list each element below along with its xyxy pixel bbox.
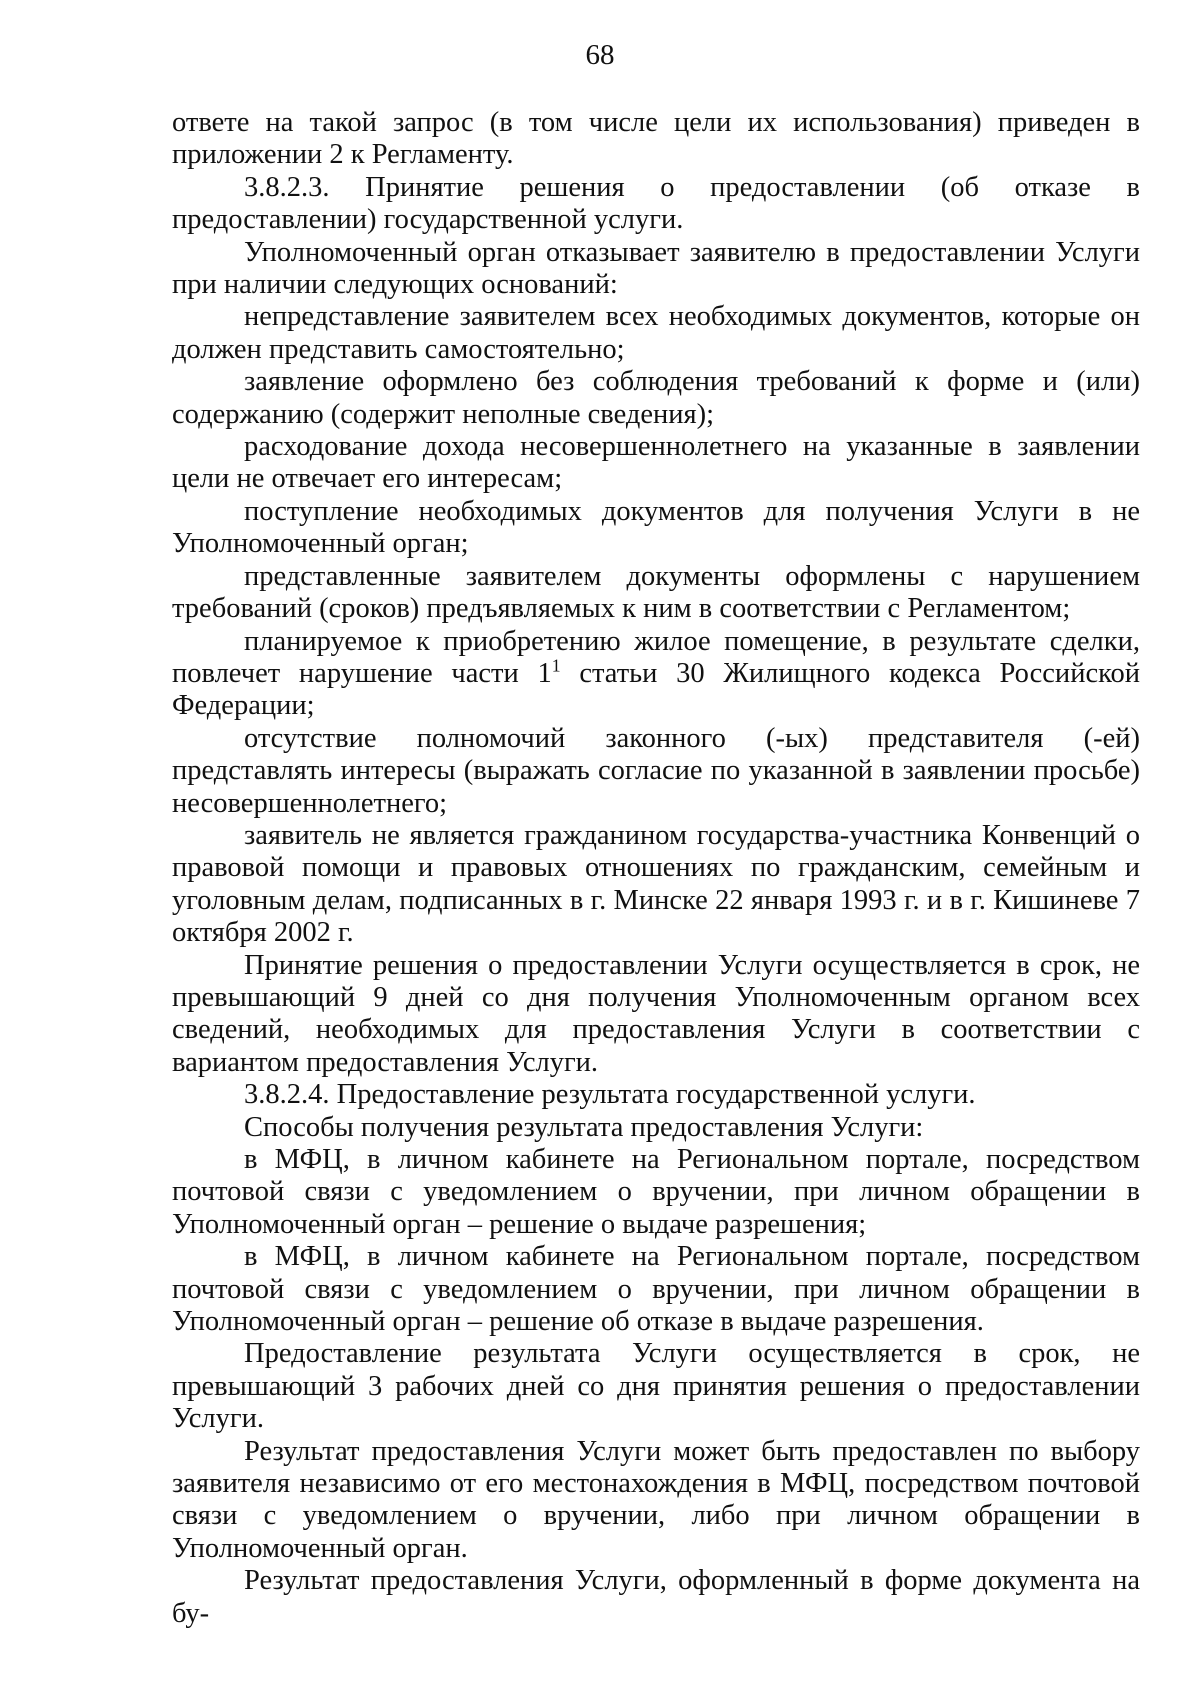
list-item: отсутствие полномочий законного (-ых) представителя (-ей) представлять интересы (выражать согласие по указанной в заявлении просьбе) несовершеннолетнего; (172, 722, 1140, 819)
list-item: непредставление заявителем всех необходимых документов, которые он должен представить самостоятельно; (172, 301, 1140, 365)
paragraph: Уполномоченный орган отказывает заявителю в предоставлении Услуги при наличии следующих оснований: (172, 236, 1140, 301)
housing-paragraph-text: планируемое к приобретению жилое помещение, в результате сделки, повлечет нарушение части 1 (172, 625, 1140, 689)
paragraph: Способы получения результата предоставления Услуги: (244, 1111, 924, 1143)
list-item: расходование дохода несовершеннолетнего на указанные в заявлении цели не отвечает его интересам; (172, 431, 1140, 495)
superscript-index: 1 (551, 655, 561, 676)
list-item: поступление необходимых документов для получения Услуги в не Уполномоченный орган; (172, 495, 1140, 560)
list-item: в МФЦ, в личном кабинете на Региональном портале, посредством почтовой связи с уведомлением о вручении, при личном обращении в Уполномоченный орган – решение об отказе в выдаче разрешения. (172, 1241, 1140, 1338)
paragraph: Результат предоставления Услуги может быть предоставлен по выбору заявителя независимо от его местонахождения в МФЦ, посредством почтовой связи с уведомлением о вручении, либо при личном обращении в Уполномоченный орган. (172, 1435, 1140, 1564)
section-heading: 3.8.2.3. Принятие решения о предоставлении (об отказе в предоставлении) государственной услуги. (172, 171, 1140, 236)
list-item: заявление оформлено без соблюдения требований к форме и (или) содержанию (содержит неполные сведения); (172, 366, 1140, 430)
list-item: заявитель не является гражданином государства-участника Конвенций о правовой помощи и правовых отношениях по гражданским, семейным и уголовным делам, подписанных в г. Минске 22 января 1993 г. и в г. Кишиневе 7 октября 2002 г. (172, 819, 1140, 949)
document-body (172, 107, 1140, 1630)
section-heading: 3.8.2.4. Предоставление результата государственной услуги. (244, 1079, 976, 1111)
list-item: в МФЦ, в личном кабинете на Региональном портале, посредством почтовой связи с уведомлением о вручении, при личном обращении в Уполномоченный орган – решение о выдаче разрешения; (172, 1144, 1140, 1240)
paragraph: Принятие решения о предоставлении Услуги осуществляется в срок, не превышающий 9 дней со дня получения Уполномоченным органом всех сведений, необходимых для предоставления Услуги в соответствии с вариантом предоставления Услуги. (172, 949, 1140, 1078)
list-item (172, 626, 1140, 723)
list-item: представленные заявителем документы оформлены с нарушением требований (сроков) предъявляемых к ним в соответствии с Регламентом; (172, 560, 1140, 625)
paragraph: Предоставление результата Услуги осуществляется в срок, не превышающий 3 рабочих дней со дня принятия решения о предоставлении Услуги. (172, 1338, 1140, 1435)
paragraph: ответе на такой запрос (в том числе цели их использования) приведен в приложении 2 к Регламенту. (172, 107, 1140, 171)
page-number: 68 (585, 39, 615, 71)
housing-paragraph-text-end: статьи 30 Жилищного кодекса Российской Федерации; (172, 657, 1140, 722)
paragraph: Результат предоставления Услуги, оформленный в форме документа на бу- (172, 1565, 1140, 1629)
